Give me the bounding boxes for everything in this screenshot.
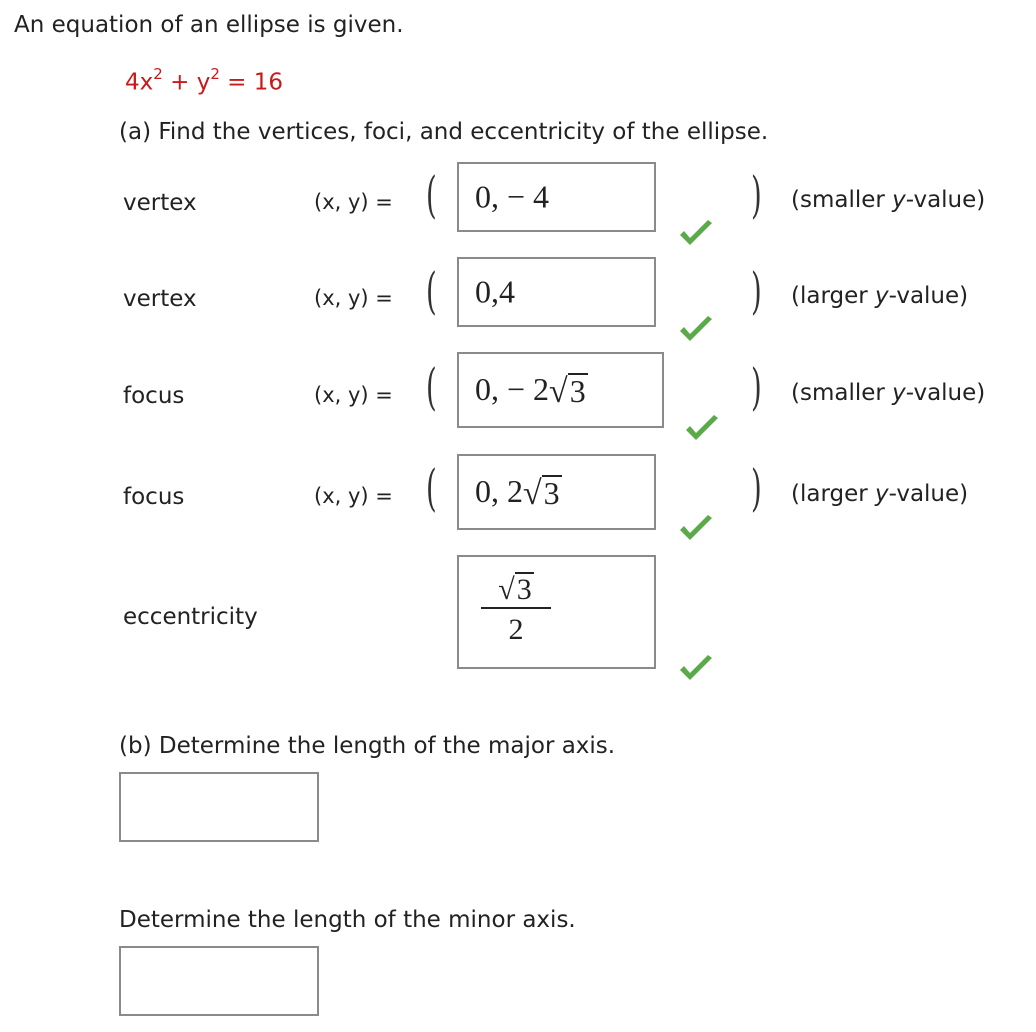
- vertex-label: vertex: [123, 286, 197, 312]
- focus-smaller-value: 0, − 2 √ 3: [475, 371, 586, 410]
- radical-sign: √: [523, 475, 542, 512]
- focus-larger-value: 0, 2 √ 3: [475, 473, 560, 512]
- close-paren: ): [751, 262, 762, 320]
- part-a-prompt: (a) Find the vertices, foci, and eccentricity of the ellipse.: [119, 119, 769, 145]
- focus-larger-input[interactable]: [457, 454, 656, 530]
- eccentricity-label: eccentricity: [123, 604, 258, 630]
- open-paren: (: [426, 262, 437, 320]
- vertex-label: vertex: [123, 190, 197, 216]
- eccentricity-input[interactable]: [457, 555, 656, 669]
- radical-sign: √: [549, 373, 568, 410]
- focus-label: focus: [123, 484, 185, 510]
- vertex-larger-input[interactable]: [457, 257, 656, 327]
- xy-prefix: (x, y) =: [314, 286, 393, 310]
- close-paren: ): [751, 166, 762, 224]
- vertex-smaller-value: 0, − 4: [475, 178, 550, 215]
- check-icon: [678, 220, 714, 248]
- part-b-major-prompt: (b) Determine the length of the major axis.: [119, 733, 616, 759]
- close-paren: ): [751, 459, 762, 517]
- check-icon: [678, 316, 714, 344]
- check-icon: [684, 415, 720, 443]
- check-icon: [678, 655, 714, 683]
- focus-smaller-note: (smaller y-value): [791, 380, 986, 406]
- fraction-bar: [481, 607, 551, 609]
- close-paren: ): [751, 358, 762, 416]
- open-paren: (: [426, 166, 437, 224]
- vertex-smaller-input[interactable]: [457, 162, 656, 232]
- xy-prefix: (x, y) =: [314, 383, 393, 407]
- minor-axis-input[interactable]: [119, 946, 319, 1016]
- major-axis-input[interactable]: [119, 772, 319, 842]
- check-icon: [678, 515, 714, 543]
- open-paren: (: [426, 459, 437, 517]
- fraction-numerator: 3: [516, 572, 532, 606]
- focus-smaller-input[interactable]: [457, 352, 664, 428]
- xy-prefix: (x, y) =: [314, 484, 393, 508]
- ellipse-equation: $4x^2 + y^2 = 16$: [125, 65, 284, 96]
- vertex-smaller-note: (smaller y-value): [791, 187, 986, 213]
- open-paren: (: [426, 358, 437, 416]
- eccentricity-fraction: [481, 571, 551, 647]
- fraction-denominator: 2: [508, 613, 524, 646]
- focus-label: focus: [123, 383, 185, 409]
- vertex-larger-note: (larger y-value): [791, 283, 969, 309]
- problem-intro: An equation of an ellipse is given.: [14, 12, 404, 38]
- radical-sign: √: [498, 573, 515, 606]
- vertex-larger-value: 0,4: [475, 273, 515, 310]
- xy-prefix: (x, y) =: [314, 190, 393, 214]
- focus-larger-note: (larger y-value): [791, 481, 969, 507]
- part-b-minor-prompt: Determine the length of the minor axis.: [119, 907, 576, 933]
